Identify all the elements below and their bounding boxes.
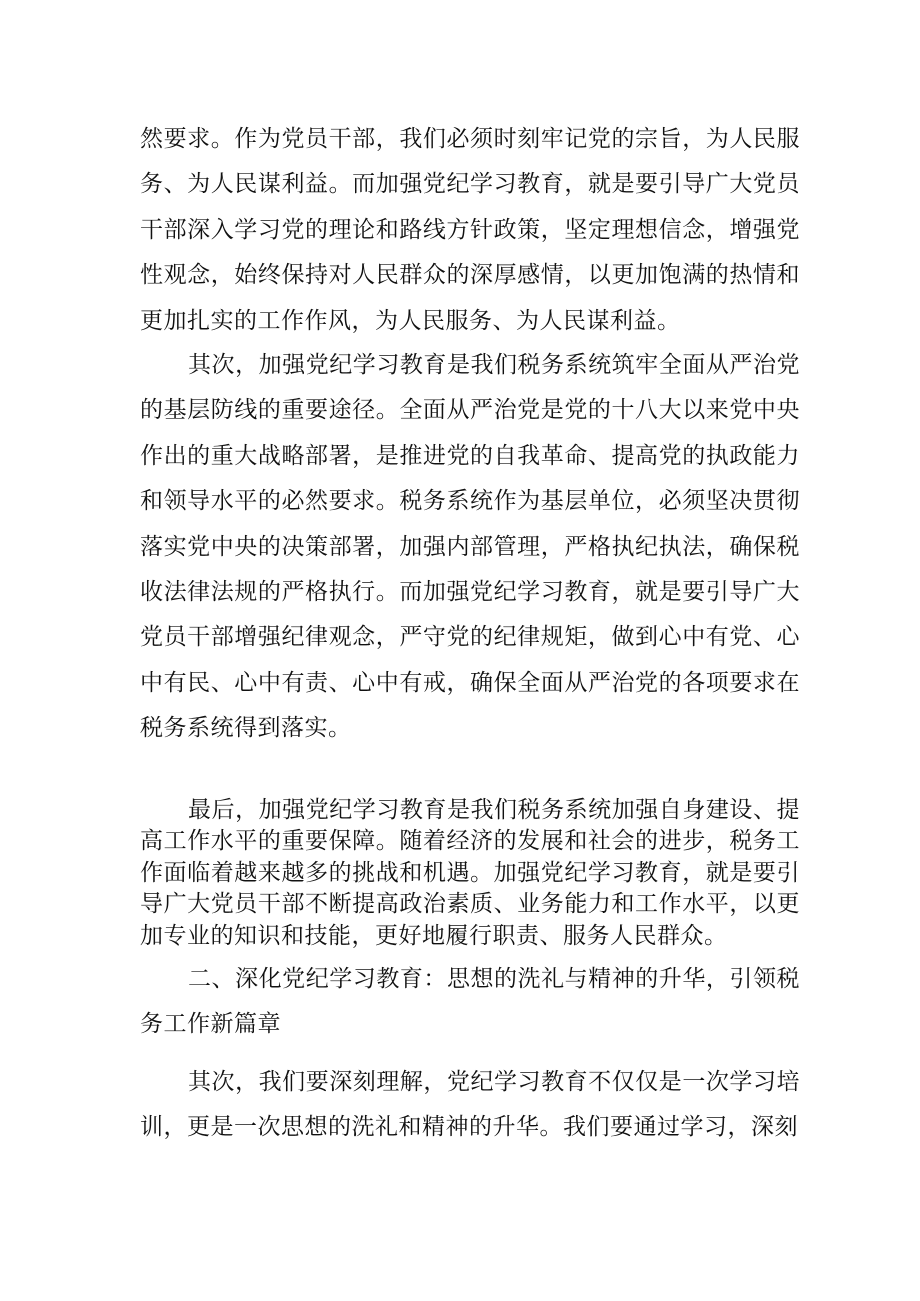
paragraph-continuation: 然要求。作为党员干部，我们必须时刻牢记党的宗旨，为人民服务、为人民谋利益。而加强党纪学习教育，就是要引导广大党员干部深入学习党的理论和路线方针政策，坚定理想信念，增强党性观念，始终保持对人民群众的深厚感情，以更加饱满的热情和更加扎实的工作作风，为人民服务、为人民谋利益。 xyxy=(140,126,800,334)
paragraph-section-intro: 其次，我们要深刻理解，党纪学习教育不仅仅是一次学习培训，更是一次思想的洗礼和精神的升华。我们要通过学习，深刻 xyxy=(140,1069,800,1141)
paragraph-second-point: 其次，加强党纪学习教育是我们税务系统筑牢全面从严治党的基层防线的重要途径。全面从严治党是党的十八大以来党中央作出的重大战略部署，是推进党的自我革命、提高党的执政能力和领导水平的必然要求。税务系统作为基层单位，必须坚决贯彻落实党中央的决策部署，加强内部管理，严格执纪执法，确保税收法律法规的严格执行。而加强党纪学习教育，就是要引导广大党员干部增强纪律观念，严守党的纪律规矩，做到心中有党、心中有民、心中有责、心中有戒，确保全面从严治党的各项要求在税务系统得到落实。 xyxy=(140,352,800,742)
section-heading: 二、深化党纪学习教育：思想的洗礼与精神的升华，引领税务工作新篇章 xyxy=(140,966,800,1038)
paragraph-final-point: 最后，加强党纪学习教育是我们税务系统加强自身建设、提高工作水平的重要保障。随着经济的发展和社会的进步，税务工作面临着越来越多的挑战和机遇。加强党纪学习教育，就是要引导广大党员干部不断提高政治素质、业务能力和工作水平，以更加专业的知识和技能，更好地履行职责、服务人民群众。 xyxy=(140,797,800,949)
